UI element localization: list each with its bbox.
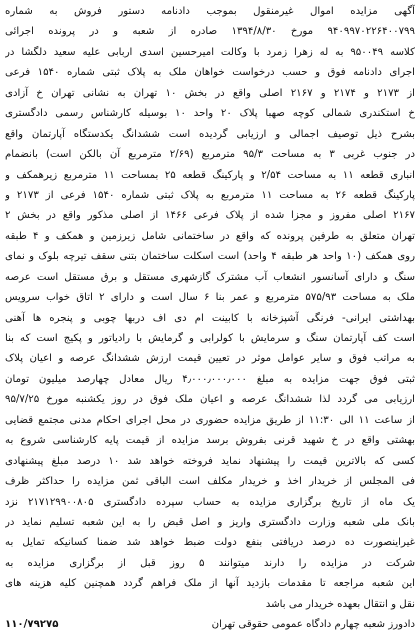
notice-line: خ استکندری شمالی کوچه صهبا پلاک ۲۰ واحد ۱۰ بوسیله کارشناس رسمی دادگستری (5, 108, 415, 120)
notice-reference-number: ۱۱۰/۷۹۲۷۵ (5, 619, 59, 631)
notice-line: بهداشتی ایرانی- فرنگی آشپزخانه با کابینت ام دی اف دربها چوبی و پنجره ها آهنی (5, 312, 415, 324)
notice-line: کلاسه ۹۵۰۰۴۹ به له زهرا زمرد با وکالت امیرحسین اسدی اربابی علیه سعید دلگشا در (5, 46, 415, 58)
notice-line: شرکت در مزایده را دارند میتوانند ۵ روز قبل از برگزاری مزایده به (5, 557, 415, 569)
notice-line: این شعبه مراجعه تا مقدمات بازدید آنها از ملک فراهم گردد همچنین کلیه هزینه های (5, 578, 415, 590)
notice-line: اجرای دادنامه فوق و حسب درخواست خواهان ملک به پلاک ثبتی شماره ۱۵۴۰ فرعی (5, 67, 415, 79)
notice-line: ۲۱۶۷ اصلی مفروز و مجزا شده از پلاک فرعی ۱۴۶۶ از اصلی مذکور واقع در بخش ۲ (5, 210, 415, 222)
notice-line: بشرح ذیل توصیف اجمالی و ارزیابی گردیده است ششدانگ یکدستگاه آپارتمان واقع (5, 128, 415, 140)
notice-line: به مراتب فوق و سایر عوامل موثر در تعیین قیمت ارزش ششدانگ عرصه و اعیان پلاک (5, 353, 415, 365)
notice-line: ۹۴۰۹۹۷۰۲۲۶۴۰۰۷۹۹ مورخ ۱۳۹۴/۸/۳۰ صادره از شعبه و در پرونده اجرائی (5, 26, 415, 38)
notice-line: در جنوب غربی ۳ به مساحت ۹۵/۳ مترمربع (۲/۶۹ مترمربع آن بالکن است) بانضمام (5, 149, 415, 161)
notice-line: آگهی مزایده اموال غیرمنقول بموجب دادنامه دستور فروش به شماره (5, 6, 415, 17)
notice-line: بانک ملی شعبه وزارت دادگستری واریز و اصل قبض را به این شعبه تسلیم نماید در (5, 516, 415, 528)
notice-line: یک ماه از تاریخ برگزاری مزایده به حساب سپرده دادگستری ۲۱۷۱۲۹۹۰۰۸۰۵ نزد (5, 496, 415, 508)
notice-line: پارکینگ قطعه ۲۶ به مساحت ۱۱ مترمربع به پلاک ثبتی شماره ۱۵۴۰ فرعی از ۲۱۷۳ و (5, 189, 415, 201)
notice-line: نقل و انتقال بعهده خریدار می باشد (265, 598, 415, 610)
notice-line: کسی که بالاترین قیمت را پیشنهاد نماید فروخته خواهد شد ۱۰ درصد مبلغ پیشنهادی (5, 455, 415, 467)
notice-body (5, 2, 415, 615)
notice-line: فی المجلس از خریدار اخذ و خریدار مکلف است الباقی ثمن مزایده را حداکثر ظرف (5, 476, 415, 488)
notice-line: ملک به مساحت ۵۷۵/۹۳ مترمربع و عمر بنا ۶ سال است و دارای ۲ اتاق خواب سرویس (5, 292, 415, 304)
notice-line: روی همکف (۱۰ واحد هر طبقه ۴ واحد) است اسکلت ساختمان بتنی سقف تیرچه بلوک و نمای (5, 251, 415, 263)
notice-signature: دادورز شعبه چهارم دادگاه عمومی حقوقی تهران (211, 619, 415, 631)
notice-line: ارزیابی می گردد لذا ششدانگ عرصه و اعیان ملک فوق در روز یکشنبه مورخ ۹۵/۷/۲۵ (5, 394, 415, 406)
notice-line: است کف آپارتمان سنگ و سرمایش با کولرابی و گرمایش با رادیاتور و پکیج است که بنا (5, 333, 415, 344)
notice-line: ثبتی فوق جهت مزایده به مبلغ ۴٫۰۰۰٫۰۰۰٫۰۰۰ ریال معادل چهارصد میلیون تومان (5, 373, 415, 385)
notice-line: غیراینصورت ده درصد دریافتی بنفع دولت ضبط خواهد شد ضمنا کسانیکه تمایل به (5, 537, 415, 549)
notice-line: از ساعت ۱۱ الی ۱۱:۳۰ از طریق مزایده حضوری در محل اجرای احکام مدنی مجتمع قضایی (5, 414, 415, 426)
notice-line: انباری قطعه ۱۱ به مساحت ۲/۵۴ و پارکینگ قطعه ۲۵ بمساحت ۱۱ مترمربع زیرهمکف و (5, 169, 415, 181)
notice-line: از ۲۱۷۳ و ۲۱۷۴ و ۲۱۶۷ اصلی واقع در بخش ۱۰ تهران به نشانی تهران خ آزادی (5, 87, 415, 99)
notice-line: تهران متعلق به طرفین پرونده که واقع در ساختمانی شامل زیرزمین و همکف و ۴ طبقه (5, 230, 415, 242)
notice-footer (5, 615, 415, 635)
notice-line: بهشتی واقع در خ شهید قرنی بفروش برسد مزایده از قیمت پایه کارشناسی شروع به (5, 435, 415, 447)
notice-line: سنگ و دارای آسانسور انشعاب آب مشترک گازشهری مستقل و برق مستقل است عرصه (5, 271, 415, 283)
